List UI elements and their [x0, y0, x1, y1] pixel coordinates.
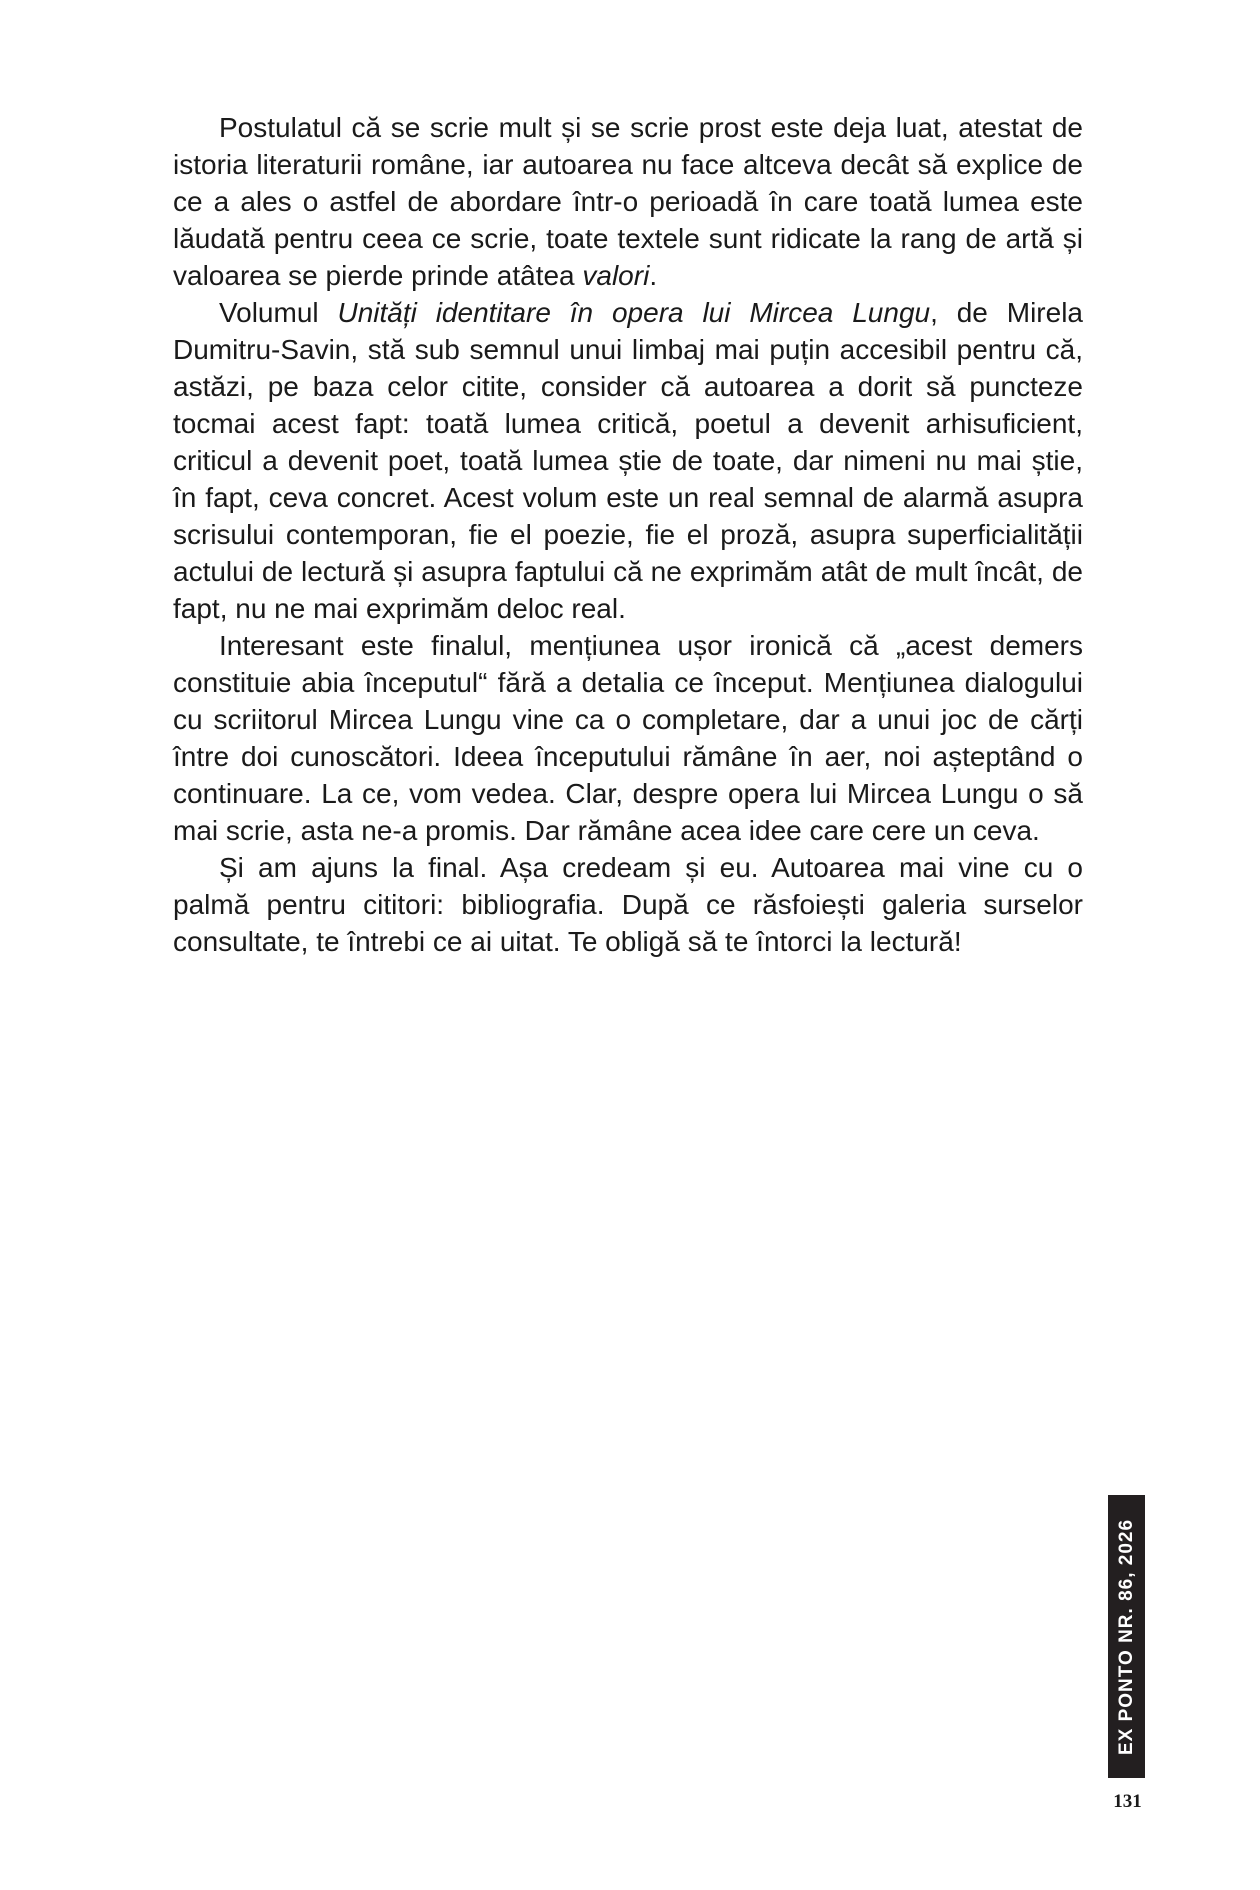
paragraph-2-text: , de Mirela Dumitru-Savin, stă sub semnul unui limbaj mai puțin accesibil pentru că, astăzi, pe baza celor citite, consider că autoarea a dorit să puncteze tocmai acest fapt: toată lumea critică, poetul a devenit arhisuficient, criticul a devenit poet, toată lumea știe de toate, dar nimeni nu mai știe, în fapt, ceva concret. Acest volum este un real semnal de alarmă asupra scrisului contemporan, fie el poezie, fie el proză, asupra superficialității actului de lectură și asupra faptului că ne exprimăm atât de mult încât, de fapt, nu ne mai exprimăm deloc real. [173, 297, 1083, 624]
journal-issue-tab [1108, 1495, 1145, 1778]
paragraph-2-start: Volumul [219, 297, 338, 328]
paragraph-2 [173, 294, 1083, 627]
page-number: 131 [1113, 1791, 1142, 1812]
paragraph-1-end: . [649, 260, 658, 291]
paragraph-4: Și am ajuns la final. Așa credeam și eu. Autoarea mai vine cu o palmă pentru cititori: bibliografia. După ce răsfoiești galeria surselor consultate, te întrebi ce ai uitat. Te obligă să te întorci la lectură! [173, 852, 1083, 957]
article-body [173, 109, 1083, 960]
paragraph-1-italic-word: valori [582, 260, 650, 291]
paragraph-1 [173, 109, 1083, 294]
paragraph-1-text: Postulatul că se scrie mult și se scrie prost este deja luat, atestat de istoria literaturii române, iar autoarea nu face altceva decât să explice de ce a ales o astfel de abordare într-o perioadă în care toată lumea este lăudată pentru ceea ce scrie, toate textele sunt ridicate la rang de artă și valoarea se pierde prinde atâtea [173, 112, 1083, 291]
paragraph-3: Interesant este finalul, mențiunea ușor ironică că „acest demers constituie abia începutul“ fără a detalia ce început. Mențiunea dialogului cu scriitorul Mircea Lungu vine ca o completare, dar a unui joc de cărți între doi cunoscători. Ideea începutului rămâne în aer, noi așteptând o continuare. La ce, vom vedea. Clar, despre opera lui Mircea Lungu o să mai scrie, asta ne-a promis. Dar rămâne acea idee care cere un ceva. [173, 630, 1083, 846]
journal-issue-label: EX PONTO NR. 86, 2026 [1115, 1518, 1137, 1755]
book-title: Unități identitare în opera lui Mircea Lungu [337, 297, 931, 328]
